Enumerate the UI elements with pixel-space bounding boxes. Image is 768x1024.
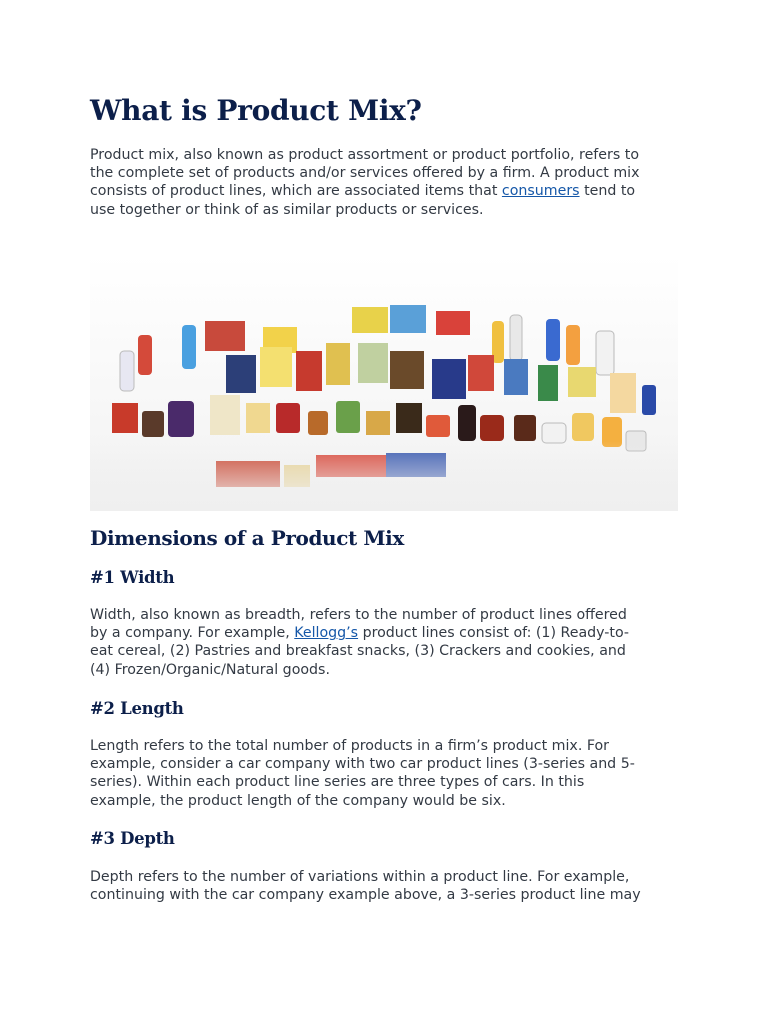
depth-heading: #3 Depth <box>90 829 175 848</box>
width-heading: #1 Width <box>90 568 175 587</box>
grocery-products-image <box>90 255 678 511</box>
depth-line-1: Depth refers to the number of variations within a product line. For example, <box>90 869 630 885</box>
depth-line-2: continuing with the car company example above, a 3-series product line may <box>90 887 641 904</box>
width-line-4: (4) Frozen/Organic/Natural goods. <box>90 661 330 678</box>
kelloggs-link[interactable]: Kellogg’s <box>294 625 359 642</box>
length-paragraph <box>90 737 680 810</box>
length-line-4: example, the product length of the company would be six. <box>90 792 506 809</box>
intro-line-3-text: consists of product lines, which are associated items that <box>90 183 502 200</box>
intro-line-3 <box>90 182 680 200</box>
intro-line-2: the complete set of products and/or services offered by a firm. A product mix <box>90 165 640 182</box>
image-floor-shadow <box>90 441 678 511</box>
width-line-1: Width, also known as breadth, refers to the number of product lines offered <box>90 607 627 623</box>
width-line-2 <box>90 624 680 642</box>
intro-line-3-tail: tend to <box>579 183 636 200</box>
intro-paragraph <box>90 146 680 219</box>
length-line-1: Length refers to the total number of products in a firm’s product mix. For <box>90 738 610 754</box>
width-paragraph <box>90 606 680 679</box>
intro-line-1: Product mix, also known as product assortment or product portfolio, refers to <box>90 147 639 163</box>
length-heading: #2 Length <box>90 699 184 718</box>
width-line-3: eat cereal, (2) Pastries and breakfast snacks, (3) Crackers and cookies, and <box>90 643 626 660</box>
intro-line-4: use together or think of as similar products or services. <box>90 201 484 218</box>
page-title: What is Product Mix? <box>90 94 422 127</box>
width-line-2-text: by a company. For example, <box>90 625 295 642</box>
consumers-link[interactable]: consumers <box>501 183 580 200</box>
length-line-2: example, consider a car company with two car product lines (3-series and 5- <box>90 756 635 773</box>
dimensions-heading: Dimensions of a Product Mix <box>90 526 404 550</box>
width-line-2-tail: product lines consist of: (1) Ready-to- <box>358 625 630 642</box>
depth-paragraph <box>90 868 680 904</box>
length-line-3: series). Within each product line series are three types of cars. In this <box>90 774 585 791</box>
